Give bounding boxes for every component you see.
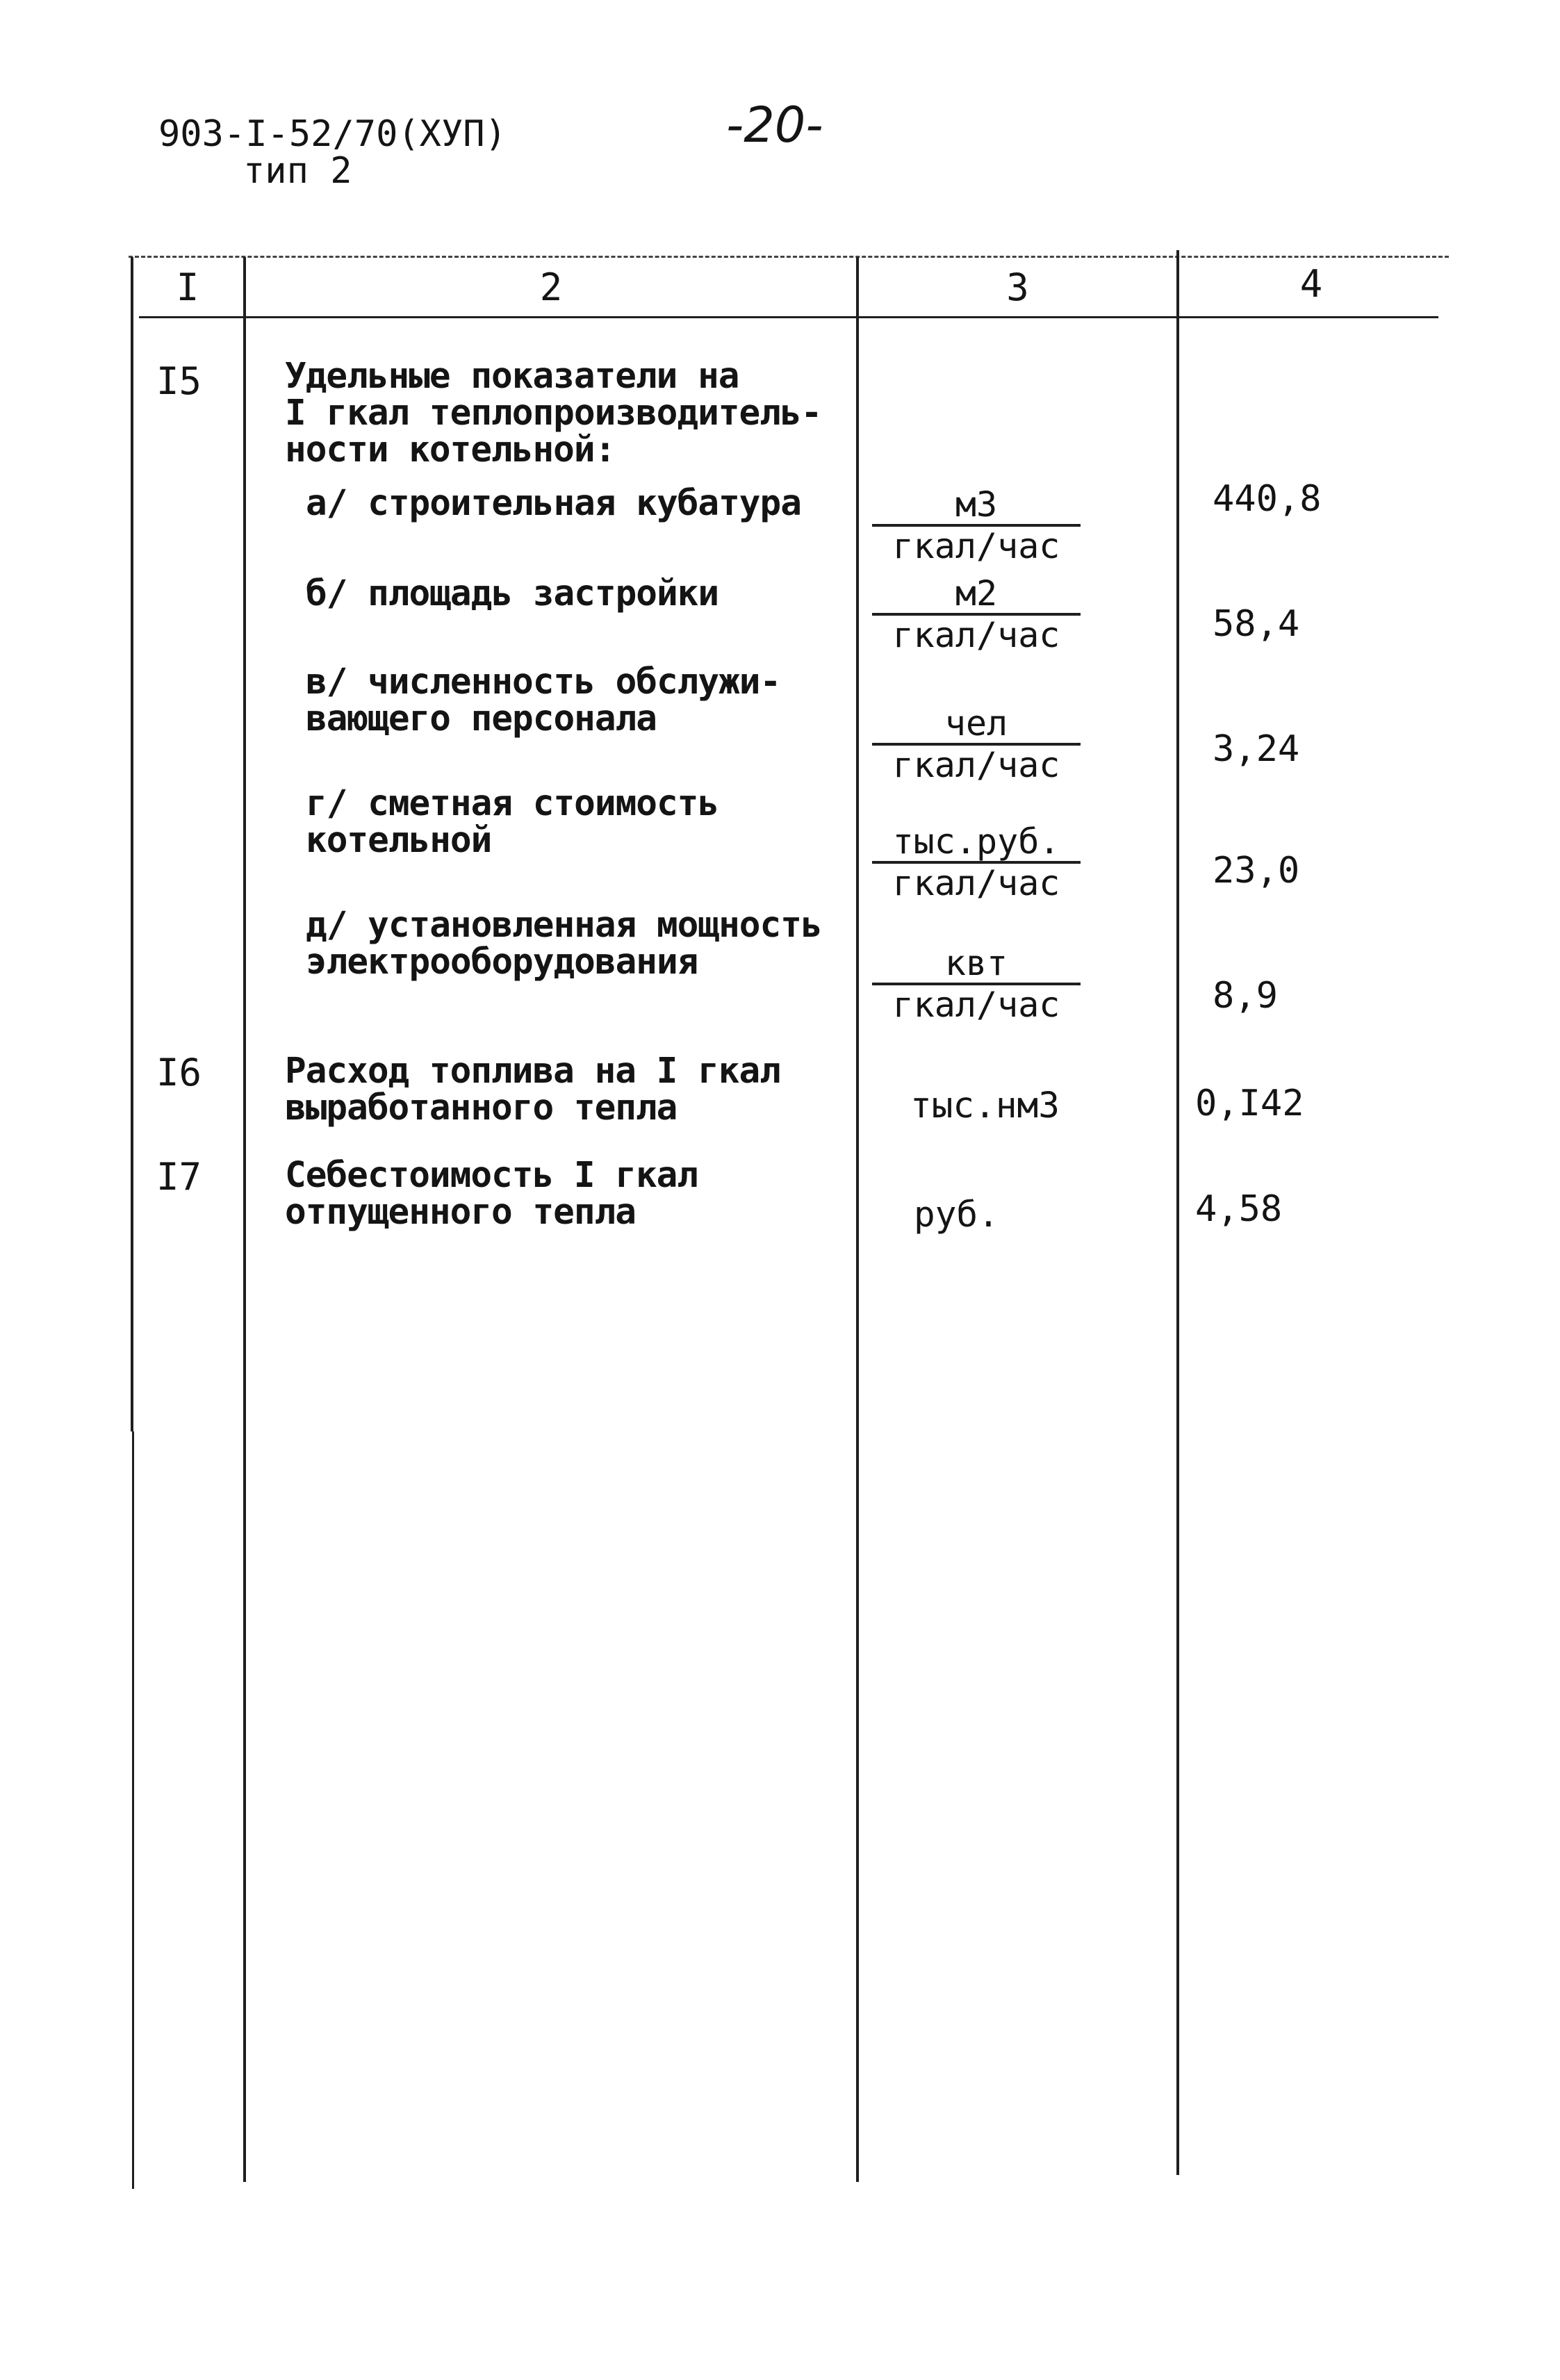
row-15-title-line: I гкал теплопроизводитель-: [285, 393, 822, 434]
item-v-value: 3,24: [1213, 728, 1300, 770]
unit-denominator: гкал/час: [892, 863, 1060, 903]
item-d-label: д/ установленная мощность: [306, 905, 822, 946]
col-divider-1: [243, 257, 246, 2182]
item-b-value: 58,4: [1213, 603, 1300, 645]
col-header-3: 3: [1006, 265, 1029, 309]
page-number: -20-: [726, 97, 823, 154]
row-16-unit: тыс.нм3: [910, 1085, 1060, 1126]
unit-numerator: квт: [872, 945, 1081, 985]
unit-denominator: гкал/час: [892, 985, 1060, 1025]
header-separator: [139, 316, 1438, 318]
row-17-unit: руб.: [914, 1195, 999, 1236]
item-v-label: в/ численность обслужи-: [306, 662, 781, 703]
item-b-unit: [872, 575, 1081, 653]
document-type: тип 2: [243, 150, 352, 192]
item-g-label: котельной: [306, 820, 492, 861]
row-16-number: I6: [156, 1051, 202, 1094]
item-v-unit: [872, 705, 1081, 783]
item-g-label: г/ сметная стоимость: [306, 783, 719, 824]
unit-denominator: гкал/час: [892, 745, 1060, 785]
row-17-label: Себестоимость I гкал: [285, 1155, 698, 1196]
col-header-1: I: [176, 265, 199, 309]
col-divider-2: [856, 257, 859, 2182]
row-17-number: I7: [156, 1155, 202, 1199]
table-top-border: [129, 256, 1449, 258]
item-g-unit: [872, 823, 1081, 901]
row-16-label: выработанного тепла: [285, 1088, 678, 1129]
unit-numerator: тыс.руб.: [872, 823, 1081, 864]
item-d-unit: [872, 945, 1081, 1023]
item-a-value: 440,8: [1213, 478, 1322, 520]
col-header-2: 2: [539, 265, 563, 309]
item-b-label: б/ площадь застройки: [306, 573, 719, 614]
table-left-border: [131, 257, 133, 1431]
row-17-value: 4,58: [1195, 1188, 1283, 1230]
row-17-label: отпущенного тепла: [285, 1192, 636, 1233]
row-15-title-line: Удельные показатели на: [285, 356, 739, 397]
col-header-4: 4: [1299, 262, 1323, 306]
unit-numerator: м3: [872, 486, 1081, 527]
item-a-unit: [872, 486, 1081, 564]
item-a-label: а/ строительная кубатура: [306, 483, 801, 524]
item-v-label: вающего персонала: [306, 698, 657, 739]
document-code: 903-I-52/70(ХУП): [158, 113, 507, 155]
item-d-value: 8,9: [1213, 975, 1278, 1017]
unit-numerator: м2: [872, 575, 1081, 616]
row-16-label: Расход топлива на I гкал: [285, 1051, 780, 1092]
item-g-value: 23,0: [1213, 850, 1300, 892]
row-16-value: 0,I42: [1195, 1083, 1304, 1124]
col-divider-3: [1176, 250, 1179, 2175]
row-15-title-line: ности котельной:: [285, 429, 616, 470]
unit-denominator: гкал/час: [892, 615, 1060, 655]
row-15-number: I5: [156, 359, 202, 403]
unit-denominator: гкал/час: [892, 526, 1060, 566]
unit-numerator: чел: [872, 705, 1081, 746]
left-margin-line: [132, 1431, 134, 2189]
item-d-label: электрооборудования: [306, 942, 698, 983]
